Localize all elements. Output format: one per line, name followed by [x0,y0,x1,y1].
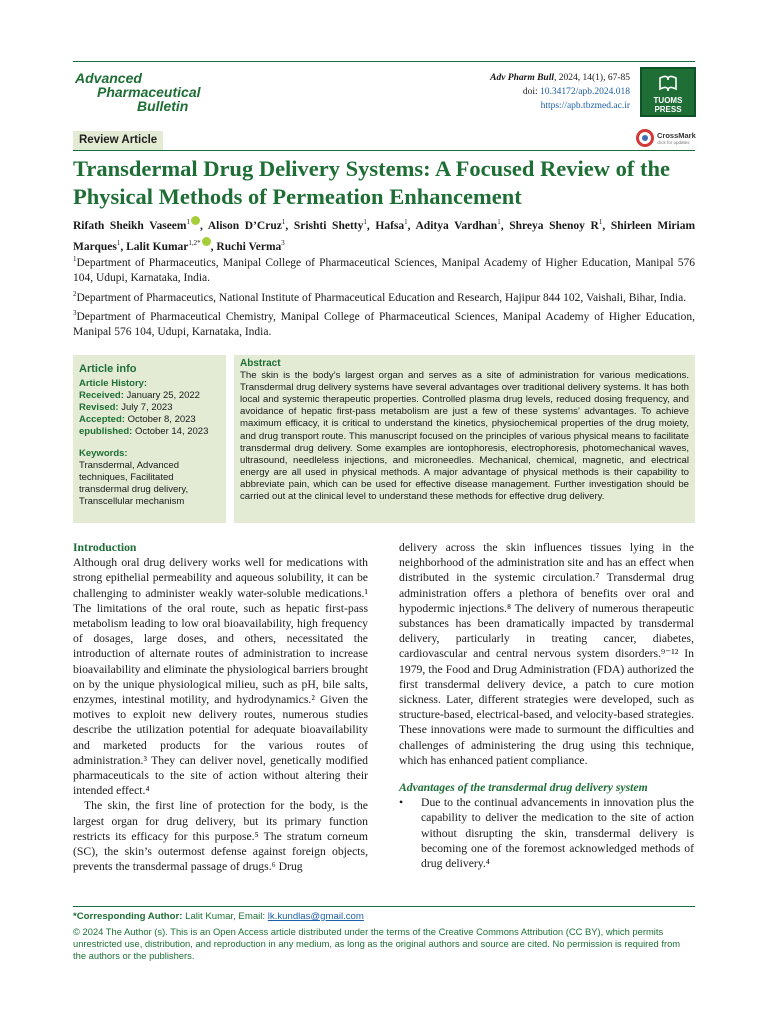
author-name: Alison D’Cruz [207,219,282,232]
article-info-header: Article info [79,363,137,375]
article-type-rule [73,150,695,151]
intro-paragraph-3: delivery across the skin influences tissues lying in the neighborhood of the administration site and has an effect when distributed in the systemic circulation.⁷ Transdermal drug administration offers a plethora of benefits over oral and hypodermic injections.⁸ The delivery of numerous therapeutic substances has been dramatically impacted by transdermal delivery, particularly in treating cancer, diabetes, cardiovascular and central nervous system disorders.⁹⁻¹² In 1979, the Food and Drug Administration (FDA) authorized the first transdermal delivery device, a patch to cure motion sickness. Later, different strategies were developed, such as structure-based, electrical-based, and velocity-based strategies. These innovations were made to surmount the difficulties and challenges of administering the drug using this technique, which has enhanced patient compliance. [399,541,694,767]
author-affiliation-marker: 1 [497,218,501,226]
advantages-heading: Advantages of the transdermal drug delivery system [399,781,648,795]
press-line-2: PRESS [654,105,682,114]
orcid-icon[interactable] [191,216,200,225]
author-affiliation-marker: 3 [281,238,285,247]
author-affiliation-marker: 1 [404,218,408,226]
affiliation-text: Department of Pharmaceutics, Manipal College of Pharmaceutical Sciences, Manipal Academy of Higher Education, Manipal 576 104, Udupi, Karnataka, India. [73,256,695,285]
doi-label: doi: [522,87,538,97]
citation-block [490,71,630,113]
author-name: Srishti Shetty [293,219,364,232]
author-name: Shreya Shenoy R [509,219,599,232]
logo-line-1: Advanced [75,70,142,86]
bullet-text: Due to the continual advancements in innovation plus the capability to deliver the medication to the site of action without disrupting the skin, transdermal delivery is becoming one of the foremost acknowledged methods of drug delivery.⁴ [421,796,694,871]
book-icon [658,74,678,92]
author-affiliation-marker: 1,2* [188,238,201,247]
list-item [399,795,694,871]
intro-paragraph-1: Although oral drug delivery works well for medications with strong epithelial permeability and aqueous solubility, it can be challenging to administer weakly water-soluble medications.¹ The limitations of the oral route, such as hepatic first-pass metabolism leading to low oral bioavailability, high frequency of dosages, large doses, and others, necessitated the introduction of alternate routes of administration to increase bioavailability and eliminate the physiological barriers brought on by the unique physiological milieu, such as pH, bile salts, enzymes, intestinal motility, and hydrodynamics.² Given the motives to exploit new delivery routes, numerous studies describe the utilization potential for adequate bioavailability and marketed products for the various routes of administration.³ They can deliver novel, genetically modified pharmaceuticals to the site of action without altering their intended effect.⁴ [73,556,368,798]
press-line-1: TUOMS [653,96,683,105]
license-notice: © 2024 The Author (s). This is an Open Access article distributed under the terms of the Creative Commons Attribution (CC BY), which permits unrestricted use, distribution, and reproduction in any medium, as long as the original authors and source are cited. No permission is required from the authors or the publishers. [73,926,681,962]
history-label: Received: [79,390,124,401]
crossmark-icon [636,129,654,147]
citation-volume: , 2024, 14(1), 67-85 [554,73,630,83]
orcid-icon[interactable] [202,237,211,246]
author-affiliation-marker: 1 [281,218,286,226]
affiliation-text: Department of Pharmaceutics, National Institute of Pharmaceutical Education and Research, Hajipur 844 102, Vaishali, Bihar, India. [76,291,687,304]
crossmark-label: CrossMark [657,131,696,140]
affiliation [73,306,695,341]
history-row [79,390,220,402]
header-rule [73,61,695,62]
body-column-left [73,540,368,874]
affiliation-number: 1 [73,255,77,263]
article-history-list [79,390,220,438]
keywords-label: Keywords: [79,448,128,459]
author-affiliation-marker: 1 [186,218,190,226]
author-name: Ruchi Verma [216,240,282,253]
introduction-heading: Introduction [73,541,137,554]
keywords-text: Transdermal, Advanced techniques, Facilitated transdermal drug delivery, Transcellular mechanism [79,460,189,507]
abstract-box [234,355,695,523]
author-name: Hafsa [375,219,405,232]
author-name: Shirleen Miriam Marques [73,219,696,253]
journal-abbrev: Adv Pharm Bull [490,73,554,83]
bullet-marker: • [399,796,404,810]
logo-line-3: Bulletin [137,98,189,114]
abstract-body: The skin is the body’s largest organ and serves as a site of administration for various medications. Transdermal drug delivery systems have several advantages over traditional delivery systems. It has both local and systemic therapeutic properties. Controlled plasma drug levels, reduced dosing frequency, and avoidance of hepatic first-pass metabolism are just a few of these systems’ advantages. To achieve maximum efficacy, it is critical to understand the kinetics, physiochemical properties of the drug moiety, and drug transport route. This manuscript focused on the principles of various physical means to facilitate transdermal drug delivery. Some examples are iontophoresis, electrophoresis, photomechanical waves, ultrasound, needleless injections, and microneedles. Mechanical, chemical, magnetic, and electrical energy are all used in physical methods. A major advantage of physical methods is their capability to abbreviate pain, which can be used for effective disease management. Further investigation should be carried out at the clinical level to understand these methods for effective drug delivery. [240,370,689,503]
body-column-right [399,540,694,871]
history-date: October 14, 2023 [132,426,209,437]
footer-rule [73,906,695,907]
doi-link[interactable]: 10.34172/apb.2024.018 [540,87,630,97]
author-affiliation-marker: 1 [116,238,121,247]
author-name: Aditya Vardhan [415,219,498,232]
history-row [79,402,220,414]
logo-line-2: Pharmaceutical [97,84,201,100]
journal-logo[interactable] [75,71,201,113]
affiliation [73,252,695,287]
corresponding-email-link[interactable]: lk.kundlas@gmail.com [267,911,364,922]
author-affiliation-marker: 1 [598,218,603,226]
affiliation-list [73,252,695,341]
history-date: July 7, 2023 [118,402,173,413]
author-list: Rifath Sheikh Vaseem$^1$ , Alison D’Cruz$^1$, Srishti Shetty$^1$, Hafsa$^1$, Aditya Vardhan$^1$, Shreya Shenoy $R^1$, Shirleen Miriam Marques$^1$, Lalit Kumar$^{1,2*}$ , Ruchi Verma$^3$ [73,214,695,256]
affiliation-number: 2 [73,289,77,298]
history-label: epublished: [79,426,133,437]
history-label: Revised: [79,402,119,413]
article-info-box [73,355,226,523]
affiliation-text: Department of Pharmaceutical Chemistry, Manipal College of Pharmaceutical Sciences, Manipal Academy of Higher Education, Manipal 576 104, Udupi, Karnataka, India. [73,310,695,339]
crossmark-button[interactable] [636,128,696,150]
corresponding-author-name: Lalit Kumar, Email: [185,911,266,922]
journal-url-link[interactable]: https://apb.tbzmed.ac.ir [540,101,630,111]
author-name: Rifath Sheikh Vaseem [73,219,187,232]
intro-paragraph-2: The skin, the first line of protection for the body, is the largest organ for drug delivery, but its primary function restricts its efficacy for this purpose.⁵ The stratum corneum (SC), the skin’s outermost defense against foreign objects, prevents the transdermal passage of drugs.⁶ Drug [73,799,368,874]
history-date: January 25, 2022 [123,390,200,401]
article-title: Transdermal Drug Delivery Systems: A Focused Review of the Physical Methods of Permeation Enhancement [73,156,670,209]
abstract-header: Abstract [240,358,281,369]
history-row [79,414,220,426]
history-label: Accepted: [79,414,125,425]
history-date: October 8, 2023 [124,414,196,425]
corresponding-author [73,911,364,923]
affiliation [73,287,695,306]
author-name: Lalit Kumar [126,240,189,253]
history-row [79,426,220,438]
publisher-badge[interactable] [640,67,696,117]
article-type-label: Review Article [73,131,163,150]
corresponding-author-label: *Corresponding Author: [73,911,183,922]
article-history-label: Article History: [79,378,148,389]
crossmark-sublabel: click for updates [657,140,690,145]
affiliation-number: 3 [73,309,77,318]
author-affiliation-marker: 1 [363,218,367,226]
